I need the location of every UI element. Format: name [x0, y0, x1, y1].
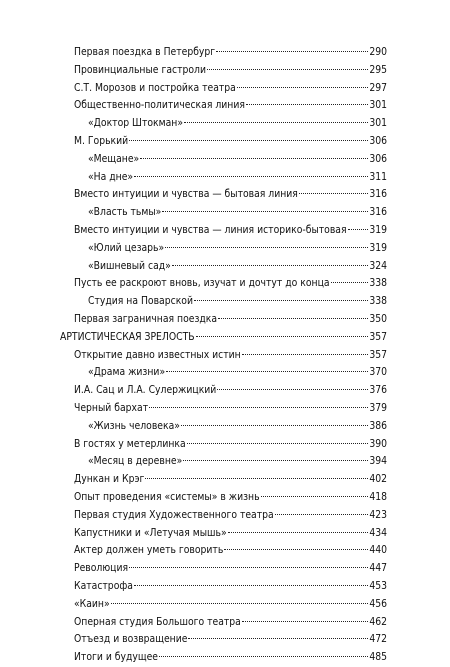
toc-page-number: 295 [369, 63, 387, 76]
dot-leader [172, 265, 368, 266]
toc-page-number: 357 [369, 330, 387, 343]
toc-entry [60, 631, 387, 649]
toc-page-number: 434 [369, 526, 387, 539]
toc-page-number: 311 [369, 170, 387, 183]
dot-leader [246, 104, 368, 105]
toc-entry [60, 275, 387, 293]
toc-entry-title: Капустники и «Летучая мышь» [74, 526, 227, 539]
toc-entry-title: «Власть тьмы» [88, 206, 162, 219]
toc-page-number: 472 [369, 633, 387, 646]
toc-entry [60, 311, 387, 329]
dot-leader [129, 567, 368, 568]
toc-entry [60, 382, 387, 400]
toc-entry-title: Открытие давно известных истин [74, 348, 241, 361]
toc-page-number: 485 [369, 651, 387, 664]
toc-entry [60, 329, 387, 347]
toc-page-number: 456 [369, 597, 387, 610]
toc-entry [60, 62, 387, 80]
toc-entry-title: Студия на Поварской [88, 295, 193, 308]
toc-page-number: 316 [369, 206, 387, 219]
toc-entry-title: «Месяц в деревне» [88, 455, 183, 468]
toc-entry-title: М. Горький [74, 134, 129, 147]
dot-leader [331, 282, 369, 283]
toc-page-number: 357 [369, 348, 387, 361]
toc-entry [60, 258, 387, 276]
toc-page-number: 319 [369, 241, 387, 254]
toc-entry-title: Революция [74, 562, 129, 575]
dot-leader [166, 371, 368, 372]
toc-page-number: 301 [369, 99, 387, 112]
dot-leader [184, 122, 368, 123]
toc-entry-title: «Вишневый сад» [88, 259, 171, 272]
toc-entry-title: Дункан и Крэг [74, 473, 145, 486]
toc-entry-title: «Юлий цезарь» [88, 241, 165, 254]
toc-entry [60, 347, 387, 365]
dot-leader [159, 656, 368, 657]
toc-entry [60, 649, 387, 667]
toc-entry [60, 169, 387, 187]
dot-leader [194, 300, 368, 301]
toc-entry [60, 596, 387, 614]
toc-page-number: 386 [369, 419, 387, 432]
toc-page-number: 418 [369, 490, 387, 503]
toc-page-number: 402 [369, 473, 387, 486]
dot-leader [275, 514, 369, 515]
toc-entry-title: АРТИСТИЧЕСКАЯ ЗРЕЛОСТЬ [60, 330, 195, 343]
toc-page-number: 376 [369, 384, 387, 397]
toc-entry [60, 204, 387, 222]
dot-leader [134, 585, 368, 586]
toc-page-number: 379 [369, 401, 387, 414]
dot-leader [261, 496, 369, 497]
dot-leader [228, 532, 369, 533]
dot-leader [348, 229, 369, 230]
toc-page-number: 453 [369, 579, 387, 592]
toc-page-number: 440 [369, 544, 387, 557]
toc-entry-title: Черный бархат [74, 401, 149, 414]
dot-leader [165, 247, 368, 248]
toc-entry [60, 507, 387, 525]
toc-entry-title: И.А. Сац и Л.А. Сулержицкий [74, 384, 217, 397]
toc-entry [60, 80, 387, 98]
toc-page-number: 319 [369, 223, 387, 236]
toc-entry [60, 97, 387, 115]
dot-leader [217, 389, 368, 390]
toc-page-number: 290 [369, 46, 387, 58]
dot-leader [218, 318, 368, 319]
dot-leader [129, 140, 368, 141]
dot-leader [111, 603, 369, 604]
toc-entry-title: Итоги и будущее [74, 651, 158, 664]
toc-entry-title: Катастрофа [74, 579, 133, 592]
dot-leader [196, 336, 369, 337]
table-of-contents [60, 44, 387, 667]
toc-page-number: 447 [369, 562, 387, 575]
toc-entry-title: Вместо интуиции и чувства — линия историко-бытовая [74, 223, 347, 236]
toc-entry [60, 222, 387, 240]
toc-entry-title: «Мещане» [88, 152, 140, 165]
dot-leader [149, 407, 368, 408]
toc-entry [60, 614, 387, 632]
dot-leader [207, 69, 368, 70]
dot-leader [299, 193, 368, 194]
toc-entry [60, 186, 387, 204]
toc-entry-title: Первая студия Художественного театра [74, 508, 274, 521]
toc-page-number: 301 [369, 117, 387, 130]
toc-entry-title: Первая поездка в Петербург [74, 46, 216, 58]
toc-page-number: 338 [369, 295, 387, 308]
toc-entry [60, 151, 387, 169]
dot-leader [181, 425, 368, 426]
toc-entry [60, 489, 387, 507]
toc-entry [60, 418, 387, 436]
toc-entry-title: «Жизнь человека» [88, 419, 180, 432]
toc-page-number: 462 [369, 615, 387, 628]
toc-entry [60, 560, 387, 578]
toc-entry [60, 133, 387, 151]
toc-page-number: 316 [369, 188, 387, 201]
toc-page-number: 338 [369, 277, 387, 290]
toc-entry-title: Провинциальные гастроли [74, 63, 206, 76]
toc-page-number: 350 [369, 312, 387, 325]
toc-page-number: 394 [369, 455, 387, 468]
toc-entry [60, 364, 387, 382]
toc-entry-title: Первая заграничная поездка [74, 312, 218, 325]
toc-page-number: 324 [369, 259, 387, 272]
toc-page-number: 370 [369, 366, 387, 379]
dot-leader [162, 211, 368, 212]
toc-entry-title: Оперная студия Большого театра [74, 615, 241, 628]
dot-leader [216, 51, 368, 52]
toc-entry-title: Опыт проведения «системы» в жизнь [74, 490, 260, 503]
dot-leader [242, 621, 368, 622]
toc-entry-title: Вместо интуиции и чувства — бытовая линия [74, 188, 298, 201]
toc-entry-title: Пусть ее раскроют вновь, изучат и дочтут до конца [74, 277, 330, 290]
dot-leader [242, 354, 369, 355]
toc-entry-title: Общественно-политическая линия [74, 99, 245, 112]
toc-entry-title: С.Т. Морозов и постройка театра [74, 81, 236, 94]
toc-entry-title: «На дне» [88, 170, 134, 183]
dot-leader [183, 460, 368, 461]
toc-page-number: 390 [369, 437, 387, 450]
dot-leader [134, 176, 368, 177]
dot-leader [187, 443, 369, 444]
toc-page-number: 297 [369, 81, 387, 94]
toc-entry [60, 44, 387, 62]
toc-entry-title: «Драма жизни» [88, 366, 166, 379]
dot-leader [224, 549, 368, 550]
toc-page-number: 306 [369, 134, 387, 147]
dot-leader [237, 87, 368, 88]
toc-entry [60, 436, 387, 454]
toc-entry [60, 525, 387, 543]
toc-entry [60, 115, 387, 133]
toc-entry [60, 400, 387, 418]
dot-leader [140, 158, 368, 159]
toc-entry-title: «Доктор Штокман» [88, 117, 184, 130]
toc-entry [60, 453, 387, 471]
toc-entry [60, 471, 387, 489]
toc-page-number: 306 [369, 152, 387, 165]
toc-entry-title: Отъезд и возвращение [74, 633, 188, 646]
toc-entry-title: «Каин» [74, 597, 110, 610]
dot-leader [145, 478, 368, 479]
toc-entry [60, 542, 387, 560]
toc-entry [60, 240, 387, 258]
toc-entry [60, 578, 387, 596]
toc-page-number: 423 [369, 508, 387, 521]
toc-entry-title: Актер должен уметь говорить [74, 544, 224, 557]
toc-entry [60, 293, 387, 311]
toc-entry-title: В гостях у метерлинка [74, 437, 186, 450]
